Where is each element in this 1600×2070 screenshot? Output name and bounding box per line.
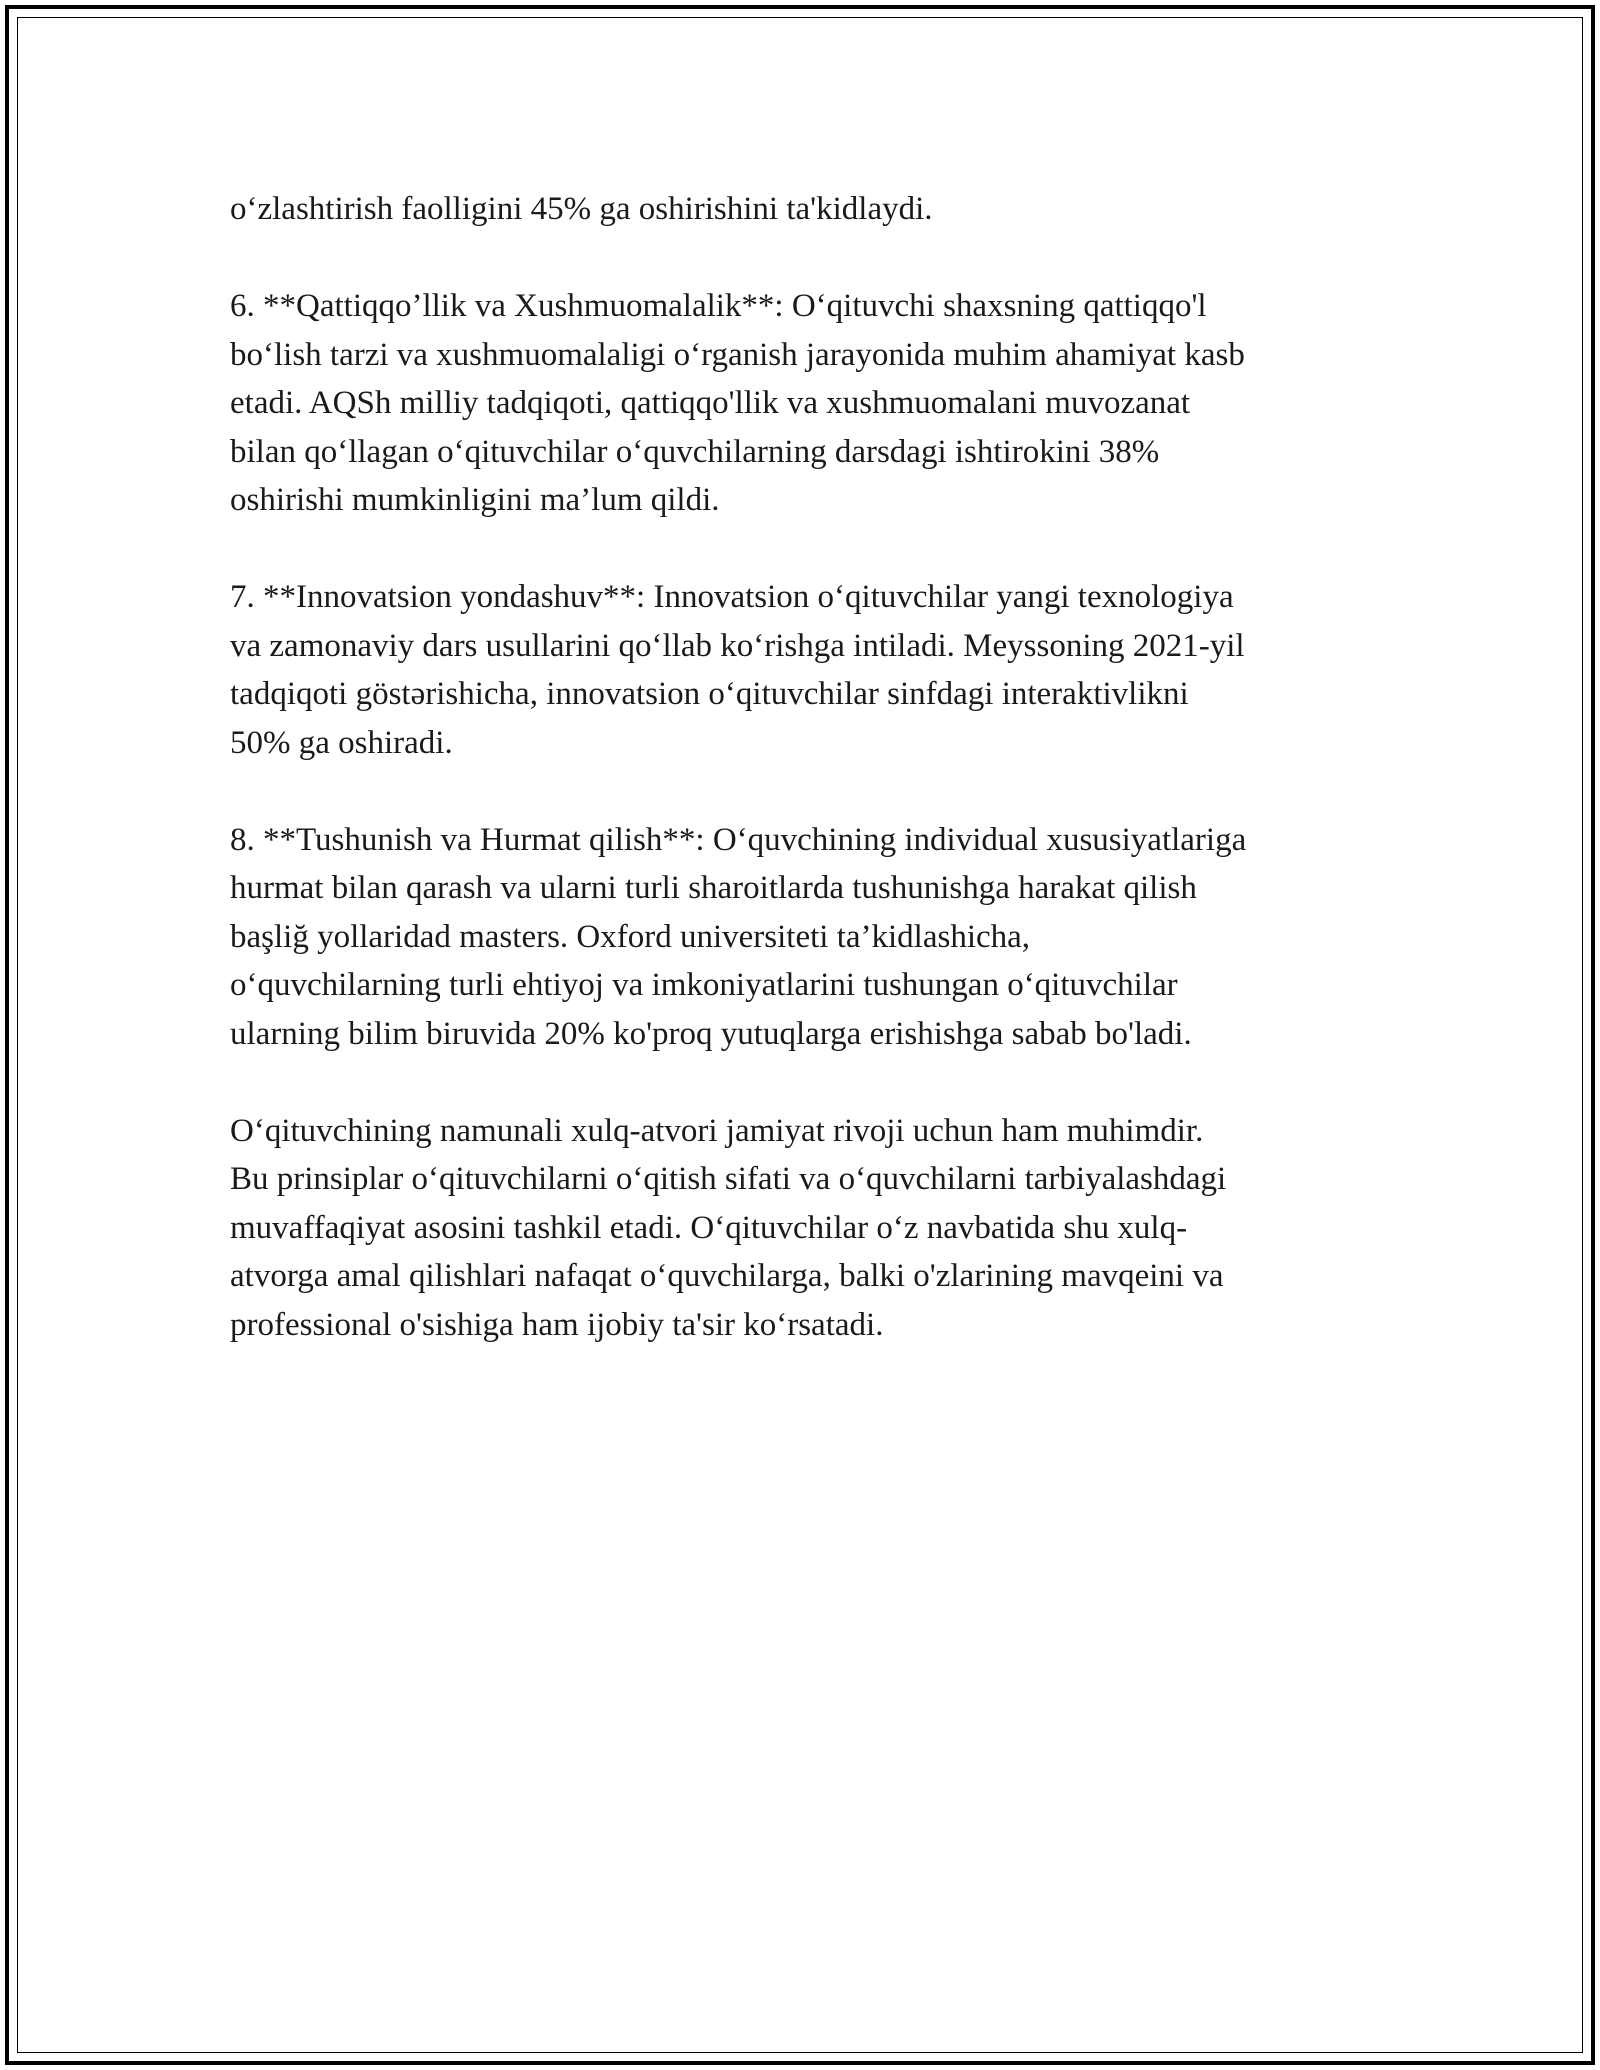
paragraph-item-6: 6. **Qattiqqo’llik va Xushmuomalalik**: O‘qituvchi shaxsning qattiqqo'l bo‘lish tarzi va xushmuomalaligi o‘rganish jarayonida muhim ahamiyat kasb etadi. AQSh milliy tadqiqoti, qattiqqo'llik va xushmuomalani muvozanat bilan qo‘llagan o‘qituvchilar o‘quvchilarning darsdagi ishtirokini 38% oshirishi mumkinligini ma’lum qildi. — [230, 288, 1245, 518]
paragraph-continuation: o‘zlashtirish faolligini 45% ga oshirishini ta'kidlaydi. — [230, 191, 933, 227]
document-body — [230, 185, 1390, 1398]
paragraph-conclusion: O‘qituvchining namunali xulq-atvori jamiyat rivoji uchun ham muhimdir. Bu prinsiplar o‘qituvchilarni o‘qitish sifati va o‘quvchilarni tarbiyalashdagi muvaffaqiyat asosini tashkil etadi. O‘qituvchilar o‘z navbatida shu xulq- atvorga amal qilishlari nafaqat o‘quvchilarga, balki o'zlarining mavqeini va professional o'sishiga ham ijobiy ta'sir ko‘rsatadi. — [230, 1112, 1227, 1343]
paragraph-item-8: 8. **Tushunish va Hurmat qilish**: O‘quvchining individual xususiyatlariga hurmat bilan qarash va ularni turli sharoitlarda tushunishga harakat qilish başliğ yollaridad masters. Oxford universiteti ta’kidlashicha, o‘quvchilarning turli ehtiyoj va imkoniyatlarini tushungan o‘qituvchilar ularning bilim biruvida 20% ko'proq yutuqlarga erishishga sabab bo'ladi. — [230, 821, 1247, 1052]
paragraph-item-7: 7. **Innovatsion yondashuv**: Innovatsion o‘qituvchilar yangi texnologiya va zamonaviy dars usullarini qo‘llab ko‘rishga intiladi. Meyssoning 2021-yil tadqiqoti göstərishicha, innovatsion o‘qituvchilar sinfdagi interaktivlikni 50% ga oshiradi. — [230, 579, 1245, 761]
